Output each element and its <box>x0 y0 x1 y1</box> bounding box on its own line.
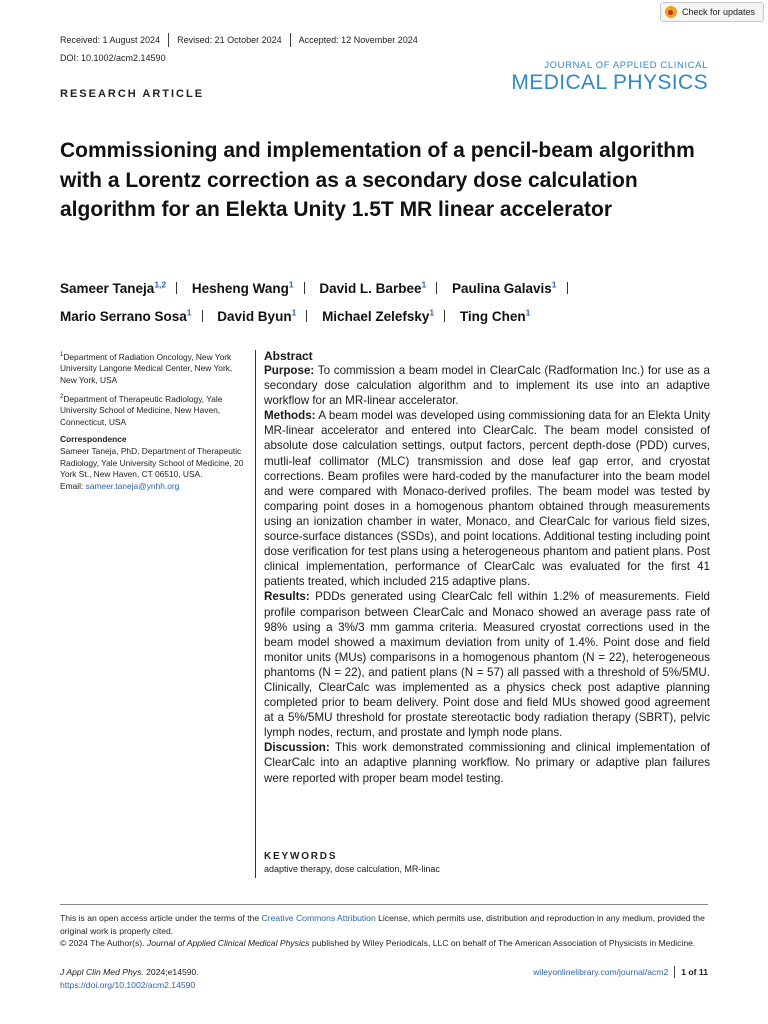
email-link[interactable]: sameer.taneja@ynhh.org <box>85 480 180 491</box>
abstract <box>264 349 710 786</box>
page-footer-right <box>533 966 708 978</box>
check-for-updates-button[interactable] <box>660 2 764 22</box>
license-link[interactable]: Creative Commons Attribution <box>261 913 376 923</box>
article-doi: DOI: 10.1002/acm2.14590 <box>60 53 166 63</box>
abstract-heading: Abstract <box>264 349 313 363</box>
column-divider <box>255 350 256 878</box>
author[interactable]: Sameer Taneja$^{1,2}$ <box>60 279 167 296</box>
correspondence-text: Sameer Taneja, PhD, Department of Therapeutic Radiology, Yale University School of Medicine, 20 York St., New Haven, CT 06510, USA. Email: sameer.taneja@ynhh.org <box>60 446 244 491</box>
journal-logo-top: JOURNAL OF APPLIED CLINICAL <box>544 60 708 71</box>
abstract-purpose: Purpose: To commission a beam model in ClearCalc (Radformation Inc.) for use as a secondary dose calculation algorithm and to implement its use into an adaptive workflow for an MR-linear accelerator. <box>264 364 710 408</box>
abstract-discussion: Discussion: This work demonstrated commissioning and clinical implementation of ClearCalc into an adaptive planning workflow. No primary or adaptive plan failures were reported with proper beam model testing. <box>264 741 710 785</box>
keywords-heading: KEYWORDS <box>264 851 338 862</box>
author-list <box>60 272 720 329</box>
citation: J Appl Clin Med Phys. 2024;e14590. https://doi.org/10.1002/acm2.14590 <box>60 967 199 990</box>
abstract-results: Results: PDDs generated using ClearCalc fell within 1.2% of measurements. Field profile comparison between ClearCalc and Monaco showed an average pass rate of 98% using a 3%/3 mm gamma criteria. Measured cryostat corrections used in the beam model showed a maximum deviation from unity of 1.4%. Point dose and field monitor units (MUs) comparisons in a homogenous phantom (N = 22), heterogeneous phantoms (N = 22), and patient plans (N = 57) all passed with a threshold of 5%/5MU. Clinically, ClearCalc was implemented as a physics check post adaptive planning completed prior to beam delivery. Point dose and field MUs showed good agreement at a 5%/5MU threshold for prostate stereotactic body radiation therapy (SBRT), pelvic lymph nodes, rectum, and prostate and lymph node plans. <box>264 590 710 740</box>
publication-dates <box>60 33 418 47</box>
affiliation-2: $^2$Department of Therapeutic Radiology, Yale University School of Medicine, New Haven, Connecticut, USA <box>60 393 223 427</box>
keywords-section <box>264 851 440 874</box>
doi-link[interactable]: https://doi.org/10.1002/acm2.14590 <box>60 979 196 990</box>
author[interactable]: Michael Zelefsky$^1$ <box>322 307 435 324</box>
revised-date: Revised: 21 October 2024 <box>177 35 282 45</box>
affiliations-column <box>60 350 245 498</box>
page-number: 1 of 11 <box>681 967 708 977</box>
check-for-updates-label: Check for updates <box>681 7 755 17</box>
crossmark-icon <box>665 6 677 18</box>
keywords-text: adaptive therapy, dose calculation, MR-linac <box>264 864 440 874</box>
author[interactable]: David Byun$^1$ <box>217 307 297 324</box>
article-title: Commissioning and implementation of a pencil-beam algorithm with a Lorentz correction as a secondary dose calculation algorithm for an Elekta Unity 1.5T MR linear accelerator <box>60 139 695 221</box>
author[interactable]: Hesheng Wang$^1$ <box>191 279 294 296</box>
journal-logo-main: MEDICAL PHYSICS <box>511 71 708 94</box>
footer-rule <box>60 904 708 905</box>
accepted-date: Accepted: 12 November 2024 <box>298 35 418 45</box>
article-type: RESEARCH ARTICLE <box>60 88 205 100</box>
received-date: Received: 1 August 2024 <box>60 35 161 45</box>
abstract-methods: Methods: A beam model was developed using commissioning data for an Elekta Unity MR-linear accelerator and entered into ClearCalc. The beam model consisted of absolute dose calculation settings, output factors, percent depth-dose (PDD) curves, mutli-leaf collimator (MLC) transmission and dose leaf gap error, and cryostat corrections. Beam profiles were hard-coded by the manufacturer into the beam model and were compared with Monaco-derived profiles. The beam model was tested by comparing point doses in a homogenous phantom obtained through measurements using an ionization chamber in water, Monaco, and ClearCalc for various field sizes, source-surface distances (SSDs), and point locations. Additional testing including point dose verification for test plans using a heterogeneous phantom and patient plans. Post clinical implementation, performance of ClearCalc was evaluated for the first 41 patients treated, which included 215 adaptive plans. <box>264 409 710 589</box>
journal-site-link[interactable]: wileyonlinelibrary.com/journal/acm2 <box>533 967 669 977</box>
author[interactable]: Mario Serrano Sosa$^1$ <box>60 307 192 324</box>
affiliation-1: $^1$Department of Radiation Oncology, New York University Langone Medical Center, New York, New York, USA <box>60 351 233 385</box>
footer-divider <box>674 966 675 978</box>
license-notice: This is an open access article under the terms of the Creative Commons Attribution License, which permits use, distribution and reproduction in any medium, provided the original work is properly cited. © 2024 The Author(s). Journal of Applied Clinical Medical Physics published by Wiley Periodicals, LLC on behalf of The American Association of Physicists in Medicine. <box>60 912 715 950</box>
correspondence-heading: Correspondence <box>60 434 127 445</box>
date-divider <box>168 33 169 47</box>
author[interactable]: David L. Barbee$^1$ <box>319 279 427 296</box>
copyright: © 2024 The Author(s). Journal of Applied Clinical Medical Physics published by Wiley Periodicals, LLC on behalf of The American Association of Physicists in Medicine. <box>60 938 696 948</box>
date-divider <box>290 33 291 47</box>
author[interactable]: Ting Chen$^1$ <box>459 307 531 324</box>
author[interactable]: Paulina Galavis$^1$ <box>451 279 557 296</box>
